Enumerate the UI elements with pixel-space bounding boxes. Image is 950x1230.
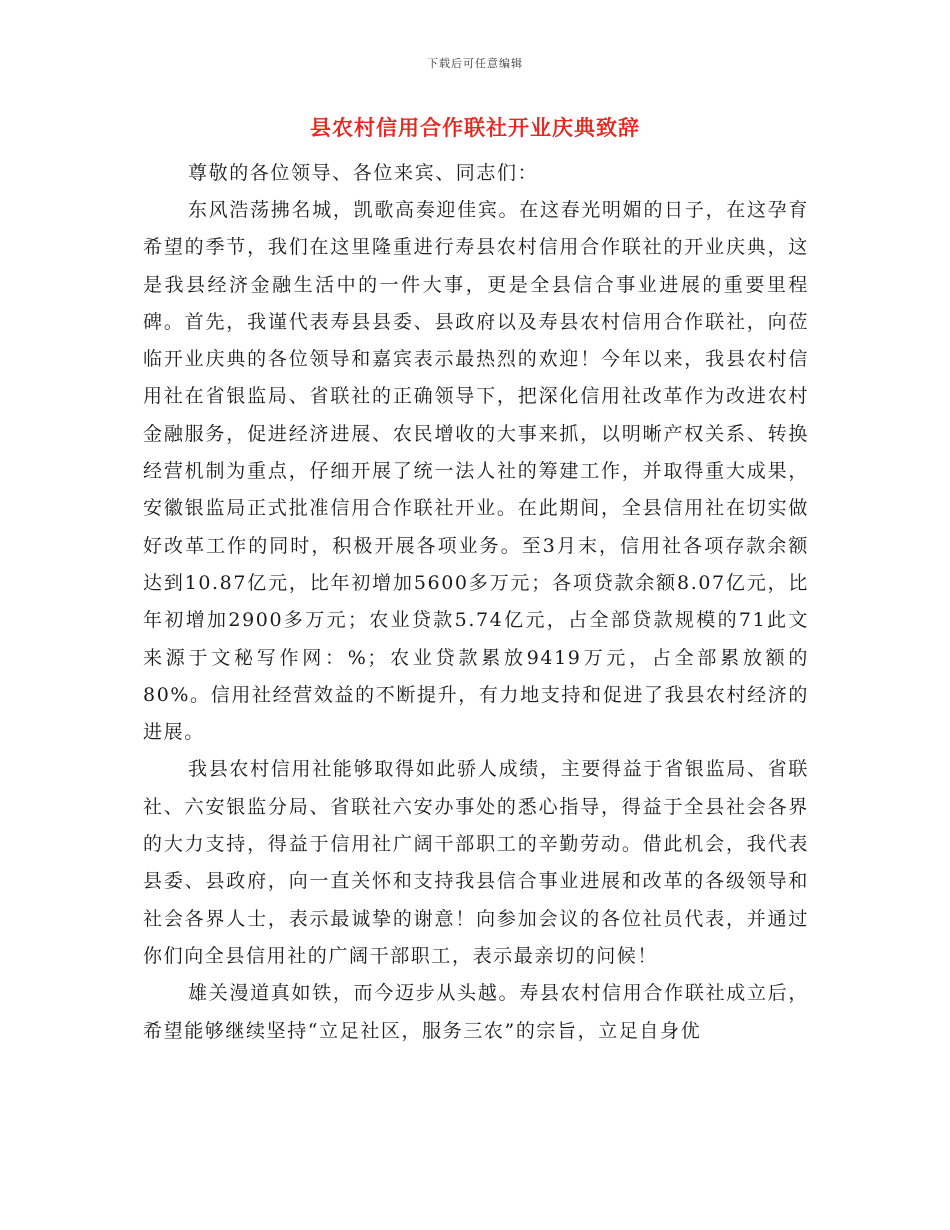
document-body <box>143 155 809 1050</box>
paragraph-opening: 东风浩荡拂名城，凯歌高奏迎佳宾。在这春光明媚的日子，在这孕育希望的季节，我们在这里隆重进行寿县农村信用合作联社的开业庆典，这是我县经济金融生活中的一件大事，更是全县信合事业进展的重要里程碑。首先，我谨代表寿县县委、县政府以及寿县农村信用合作联社，向莅临开业庆典的各位领导和嘉宾表示最热烈的欢迎！今年以来，我县农村信用社在省银监局、省联社的正确领导下，把深化信用社改革作为改进农村金融服务，促进经济进展、农民增收的大事来抓，以明晰产权关系、转换经营机制为重点，仔细开展了统一法人社的筹建工作，并取得重大成果，安徽银监局正式批准信用合作联社开业。在此期间，全县信用社在切实做好改革工作的同时，积极开展各项业务。至3月末，信用社各项存款余额达到10.87亿元，比年初增加5600多万元；各项贷款余额8.07亿元，比年初增加2900多万元；农业贷款5.74亿元，占全部贷款规模的71此文来源于文秘写作网：%；农业贷款累放9419万元，占全部累放额的80%。信用社经营效益的不断提升，有力地支持和促进了我县农村经济的进展。 <box>143 199 809 744</box>
paragraph-outlook: 雄关漫道真如铁，而今迈步从头越。寿县农村信用合作联社成立后，希望能够继续坚持“立足社区，服务三农”的宗旨，立足自身优 <box>143 982 809 1042</box>
paragraph-thanks: 我县农村信用社能够取得如此骄人成绩，主要得益于省银监局、省联社、六安银监分局、省联社六安办事处的悉心指导，得益于全县社会各界的大力支持，得益于信用社广阔干部职工的辛勤劳动。借此机会，我代表县委、县政府，向一直关怀和支持我县信合事业进展和改革的各级领导和社会各界人士，表示最诚挚的谢意！向参加会议的各位社员代表，并通过你们向全县信用社的广阔干部职工，表示最亲切的问候！ <box>143 758 809 967</box>
header-note: 下载后可任意编辑 <box>427 57 523 70</box>
salutation: 尊敬的各位领导、各位来宾、同志们： <box>188 162 539 184</box>
document-title: 县农村信用合作联社开业庆典致辞 <box>310 115 640 140</box>
